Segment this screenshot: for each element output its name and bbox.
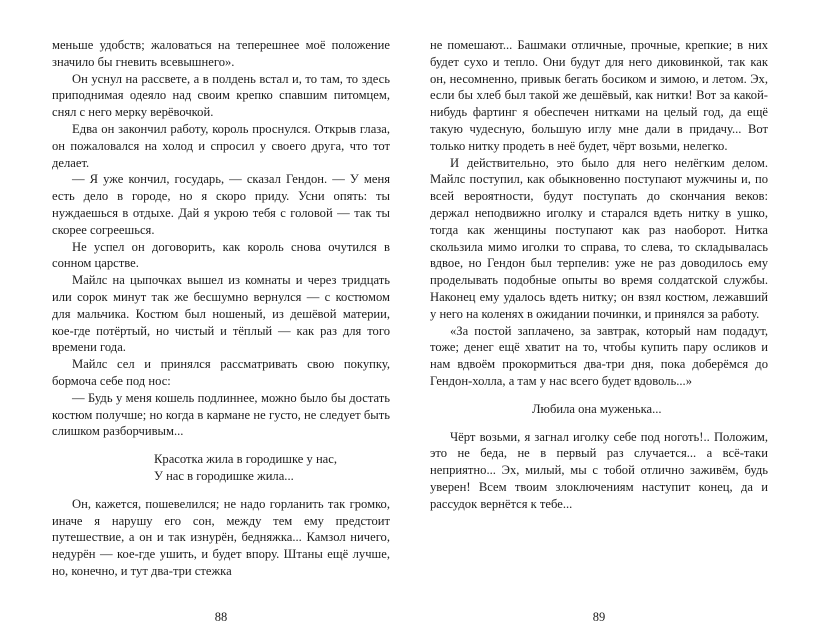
paragraph: «За постой заплачено, за завтрак, который нам подадут, тоже; денег ещё хватит на то, чтобы купить пару осликов и нам вдвоём прокормиться два-три дня, пока доберёмся до Гендон-холла, а там у нас всего будет вдоволь...» [430,323,768,388]
verse-line: Любила она муженька... [532,401,662,416]
verse-line: Красотка жила в городишке у нас, [154,452,338,467]
paragraph: меньше удобств; жаловаться на теперешнее моё положение значило бы гневить всевышнего». [52,38,390,69]
paragraph: Чёрт возьми, я загнал иголку себе под ноготь!.. Положим, это не беда, не в первый раз случается... а всё-таки неприятно... Эх, милый, мы с тобой отлично заживём, будь уверен! Всем твоим злоключениям наступит конец, да и рассудок вернётся к тебе... [430,429,768,511]
paragraph: не помешают... Башмаки отличные, прочные, крепкие; в них будет сухо и тепло. Они будут для него диковинкой, так как он, несомненно, привык бегать босиком и зимою, и летом. Эх, если бы хлеб был такой же дешёвый, как нитки! Вот за какой-нибудь фартинг я обеспечен нитками на целый год, да ещё такую чудесную, большую иглу мне дали в придачу... Вот только нитку продеть в неё будет, чёрт возьми, нелегко. [430,38,768,153]
paragraph: И действительно, это было для него нелёгким делом. Майлс поступил, как обыкновенно поступают мужчины и, по всей вероятности, будут поступать до скончания веков: держал неподвижно иголку и старался вдеть нитку в ушко, тогда как женщины поступают как раз наоборот. Нитка скользила мимо иголки то справа, то слева, то складывалась вдвое, но Гендон был терпелив: уже не раз доводилось ему проделывать подобные опыты во время солдатской службы. Наконец ему удалось вдеть нитку; он взял костюм, лежавший у него на коленях в ожидании починки, и принялся за работу. [430,155,768,321]
paragraph: Он, кажется, пошевелился; не надо горланить так громко, иначе я нарушу его сон, между тем ему предстоит путешествие, а он и так изнурён, бедняжка... Камзол ничего, недурён — кое-где ушить, и будет впору. Штаны ещё лучше, но, конечно, и тут два-три стежка [52,496,390,578]
paragraph: Он уснул на рассвете, а в полдень встал и, то там, то здесь приподнимая одеяло над своим крепко спавшим питомцем, снял с него мерку верёвочкой. [52,71,390,120]
verse-block [52,451,390,485]
paragraph: Майлс на цыпочках вышел из комнаты и через тридцать или сорок минут так же бесшумно вернулся — с костюмом для мальчика. Костюм был ношеный, из дешёвой материи, кое-где потёртый, но чистый и тёплый — как раз для того времени года. [52,273,390,355]
verse-block [430,401,768,418]
page-number-left: 88 [214,610,228,624]
verse-line: У нас в городишке жила... [154,468,294,483]
paragraph: Не успел он договорить, как король снова очутился в сонном царстве. [52,239,390,271]
paragraph: Майлс сел и принялся рассматривать свою покупку, бормоча себе под нос: [52,357,390,388]
page-text-left [52,37,390,580]
paragraph: — Будь у меня кошель подлиннее, можно было бы достать костюм получше; но когда в кармане не густо, не следует быть слишком разборчивым... [52,390,390,439]
page-number-right: 89 [592,610,606,624]
page-text-right [430,37,768,513]
paragraph: — Я уже кончил, государь, — сказал Гендон. — У меня есть дело в городе, но я скоро приду. Усни опять: ты нуждаешься в отдыхе. Дай я укрою тебя с головой — так ты скорее согреешься. [52,172,390,237]
page-right [430,37,768,627]
page-left [52,37,390,627]
paragraph: Едва он закончил работу, король проснулся. Открыв глаза, он пожаловался на холод и спросил у своего друга, что тот делает. [52,121,390,170]
